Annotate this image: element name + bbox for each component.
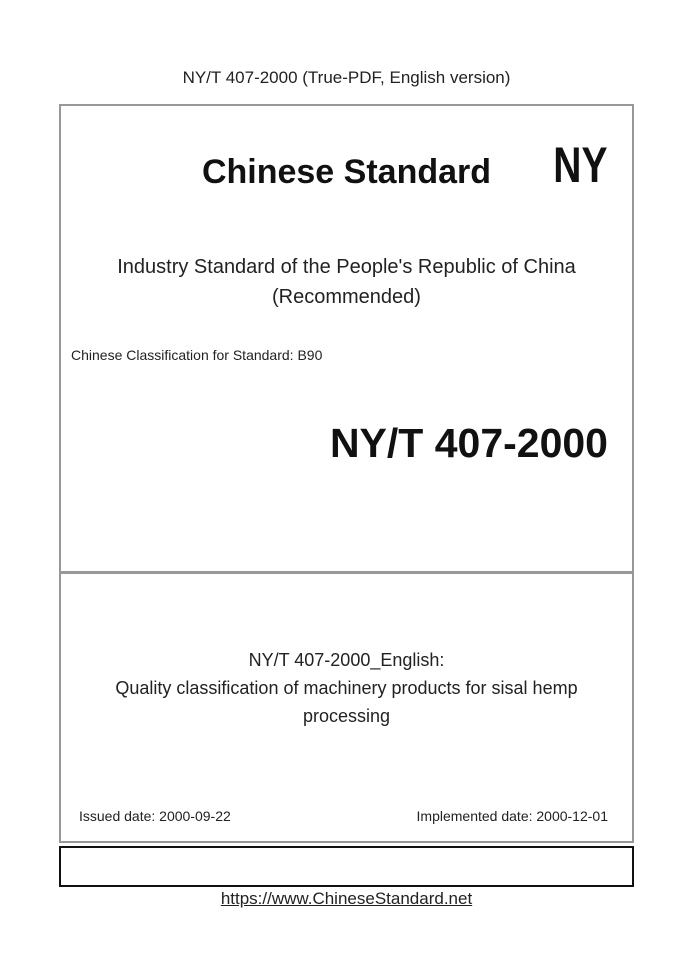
ny-logo: NY bbox=[552, 137, 607, 193]
standard-title-line1: NY/T 407-2000_English: bbox=[248, 650, 445, 670]
issued-date: Issued date: 2000-09-22 bbox=[79, 808, 231, 824]
page-header-text: NY/T 407-2000 (True-PDF, English version) bbox=[182, 68, 511, 87]
empty-field-box bbox=[59, 846, 634, 887]
website-link[interactable]: https://www.ChineseStandard.net bbox=[220, 889, 473, 908]
dates-row bbox=[79, 809, 608, 825]
standard-title-block bbox=[61, 646, 632, 730]
brand-title: Chinese Standard bbox=[201, 153, 492, 191]
standard-title-line3: processing bbox=[302, 706, 391, 726]
cover-top-section bbox=[59, 104, 634, 574]
standard-type-block bbox=[61, 252, 632, 312]
standard-type-line1: Industry Standard of the People's Republic of China bbox=[117, 256, 576, 278]
classification-code: Chinese Classification for Standard: B90 bbox=[71, 347, 323, 363]
standard-number: NY/T 407-2000 bbox=[329, 420, 608, 466]
standard-type-line2: (Recommended) bbox=[272, 286, 421, 308]
cover-title-section bbox=[59, 574, 634, 843]
standard-title-line2: Quality classification of machinery products for sisal hemp bbox=[115, 678, 578, 698]
implemented-date: Implemented date: 2000-12-01 bbox=[416, 808, 608, 824]
